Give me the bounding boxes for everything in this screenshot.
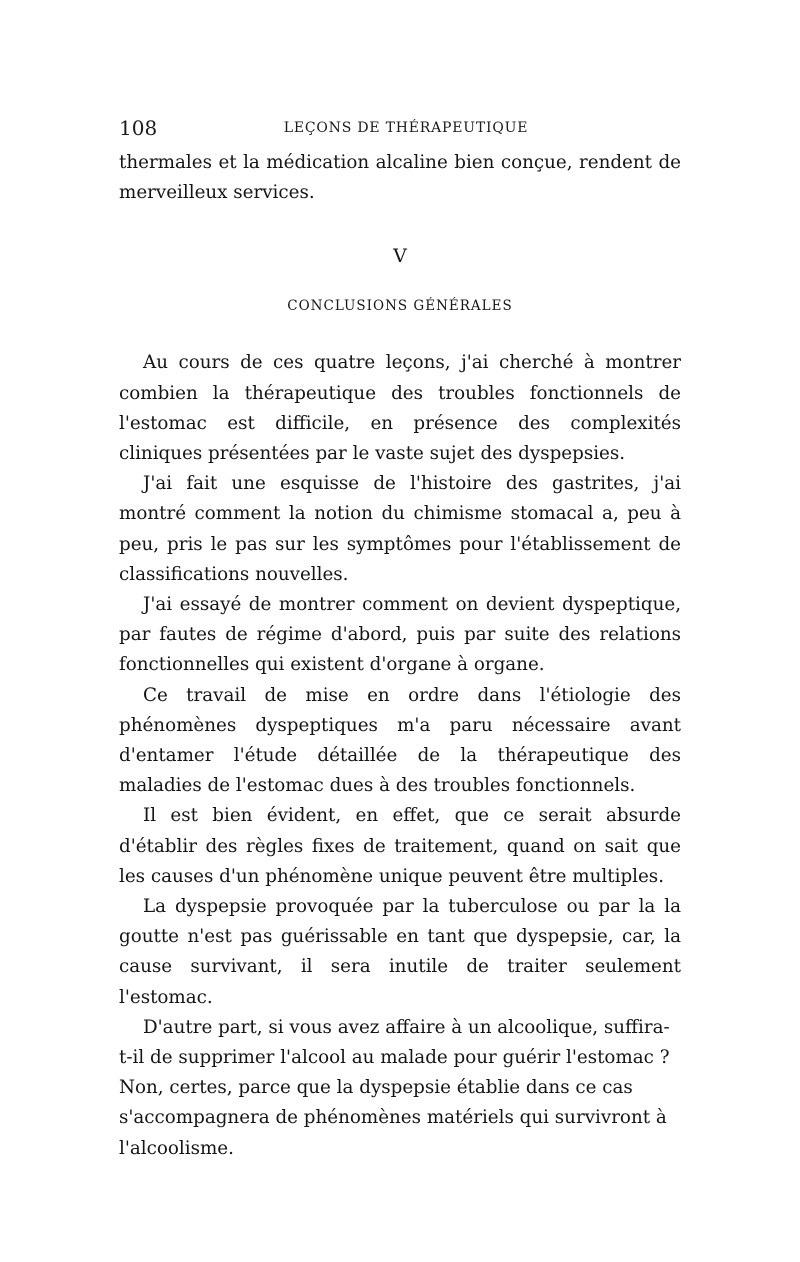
paragraph: Il est bien évident, en effet, que ce serait absurde d'établir des règles fixes de traitement, quand on sait que les causes d'un phénomène unique peuvent être multiples. bbox=[119, 805, 681, 887]
paragraph: Ce travail de mise en ordre dans l'étiologie des phénomènes dyspeptiques m'a paru nécessaire avant d'entamer l'étude détaillée de la thérapeutique des maladies de l'estomac dues à des troubles fonctionnels. bbox=[119, 684, 681, 797]
paragraph: Au cours de ces quatre leçons, j'ai cherché à montrer combien la thérapeutique des troubles fonctionnels de l'estomac est difficile, en présence des complexités cliniques présentées par le vaste sujet des dyspepsies. bbox=[119, 352, 681, 465]
page-number: 108 bbox=[119, 116, 158, 140]
section-number: V bbox=[393, 245, 407, 268]
paragraph: J'ai essayé de montrer comment on devient dyspeptique, par fautes de régime d'abord, puis par suite des relations fonctionnelles qui existent d'organe à organe. bbox=[119, 594, 681, 676]
paragraph: La dyspepsie provoquée par la tuberculose ou par la la goutte n'est pas guérissable en tant que dyspepsie, car, la cause survivant, il sera inutile de traiter seulement l'estomac. bbox=[119, 896, 681, 1008]
page-body bbox=[119, 148, 681, 1164]
paragraph: D'autre part, si vous avez affaire à un alcoolique, suffira-t-il de supprimer l'alcool au malade pour guérir l'estomac ? Non, certes, parce que la dyspepsie établie dans ce cas s'accompagnera de phénomènes matériels qui survivront à l'alcoolisme. bbox=[119, 1016, 670, 1159]
running-head bbox=[119, 114, 681, 142]
section-title: CONCLUSIONS GÉNÉRALES bbox=[287, 298, 513, 315]
paragraph: J'ai fait une esquisse de l'histoire des gastrites, j'ai montré comment la notion du chimisme stomacal a, peu à peu, pris le pas sur les symptômes pour l'établissement de classifications nouvelles. bbox=[119, 473, 681, 585]
opening-paragraph: thermales et la médication alcaline bien conçue, rendent de merveilleux services. bbox=[119, 152, 681, 204]
running-title: LEÇONS DE THÉRAPEUTIQUE bbox=[283, 120, 529, 136]
